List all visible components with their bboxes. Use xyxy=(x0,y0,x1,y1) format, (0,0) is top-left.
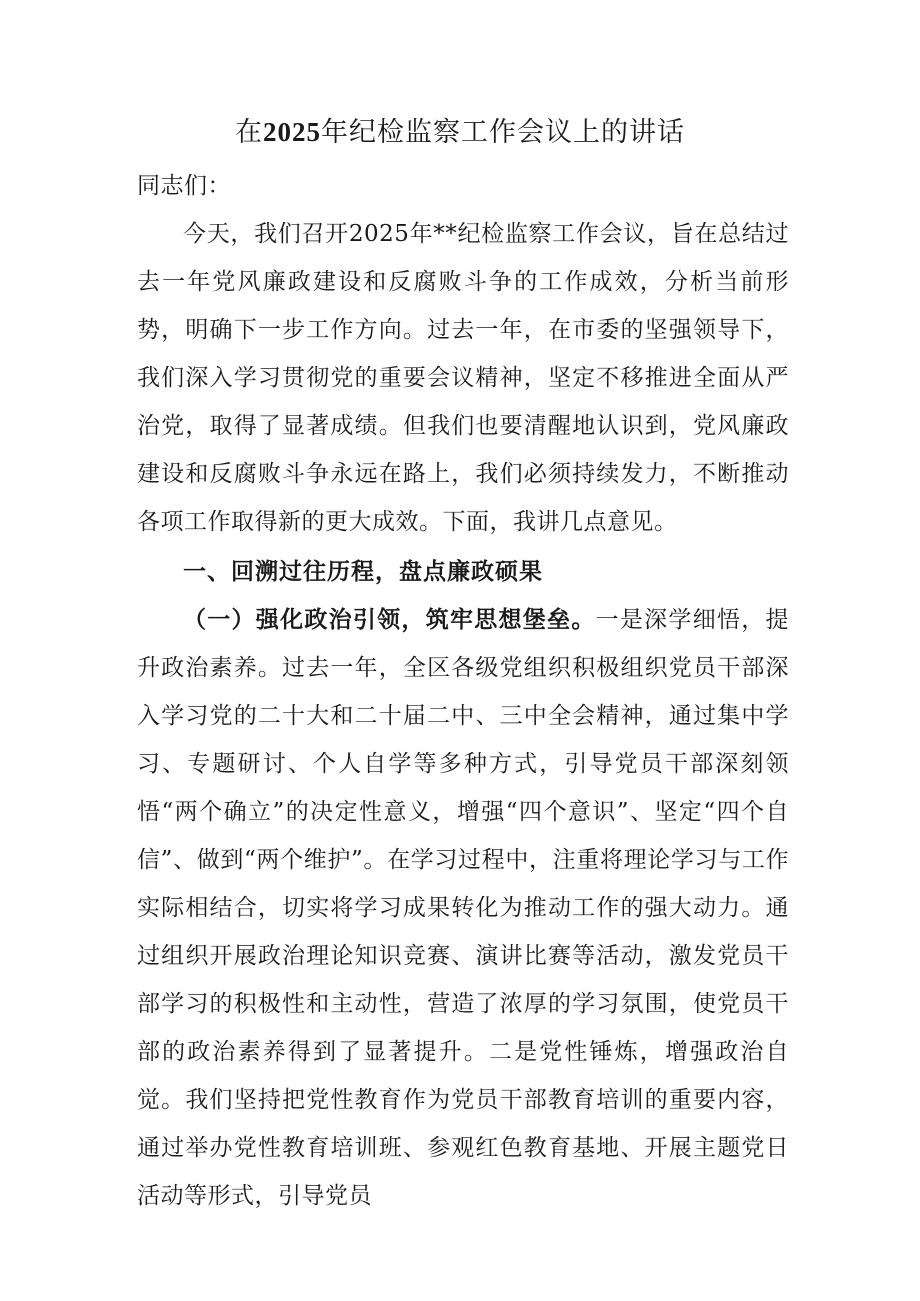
title-prefix: 在 xyxy=(235,117,263,148)
paragraph-intro: 今天，我们召开2025年**纪检监察工作会议，旨在总结过去一年党风廉政建设和反腐败斗争的工作成效，分析当前形势，明确下一步工作方向。过去一年，在市委的坚强领导下，我们深入学习贯彻党的重要会议精神，坚定不移推进全面从严治党，取得了显著成绩。但我们也要清醒地认识到，党风廉政建设和反腐败斗争永远在路上，我们必须持续发力，不断推动各项工作取得新的更大成效。下面，我讲几点意见。 xyxy=(137,221,789,535)
subsection-body: 一是深学细悟，提升政治素养。过去一年，全区各级党组织积极组织党员干部深入学习党的二十大和二十届二中、三中全会精神，通过集中学习、专题研讨、个人自学等多种方式，引导党员干部深刻领悟“两个确立”的决定性意义，增强“四个意识”、坚定“四个自信”、做到“两个维护”。在学习过程中，注重将理论学习与工作实际相结合，切实将学习成果转化为推动工作的强大动力。通过组织开展政治理论知识竞赛、演讲比赛等活动，激发党员干部学习的积极性和主动性，营造了浓厚的学习氛围，使党员干部的政治素养得到了显著提升。二是党性锤炼，增强政治自觉。我们坚持把党性教育作为党员干部教育培训的重要内容，通过举办党性教育培训班、参观红色教育基地、开展主题党日活动等形式，引导党员 xyxy=(137,607,790,1209)
greeting: 同志们： xyxy=(137,173,231,199)
section-heading: 一、回溯过往历程，盘点廉政硕果 xyxy=(183,558,543,585)
title-year: 2025 xyxy=(263,117,321,147)
title-suffix: 年纪检监察工作会议上的讲话 xyxy=(321,117,685,148)
subsection-heading: （一）强化政治引领，筑牢思想堡垒。 xyxy=(183,606,596,633)
paragraph-section-one xyxy=(137,596,789,1220)
document-title xyxy=(0,112,920,153)
